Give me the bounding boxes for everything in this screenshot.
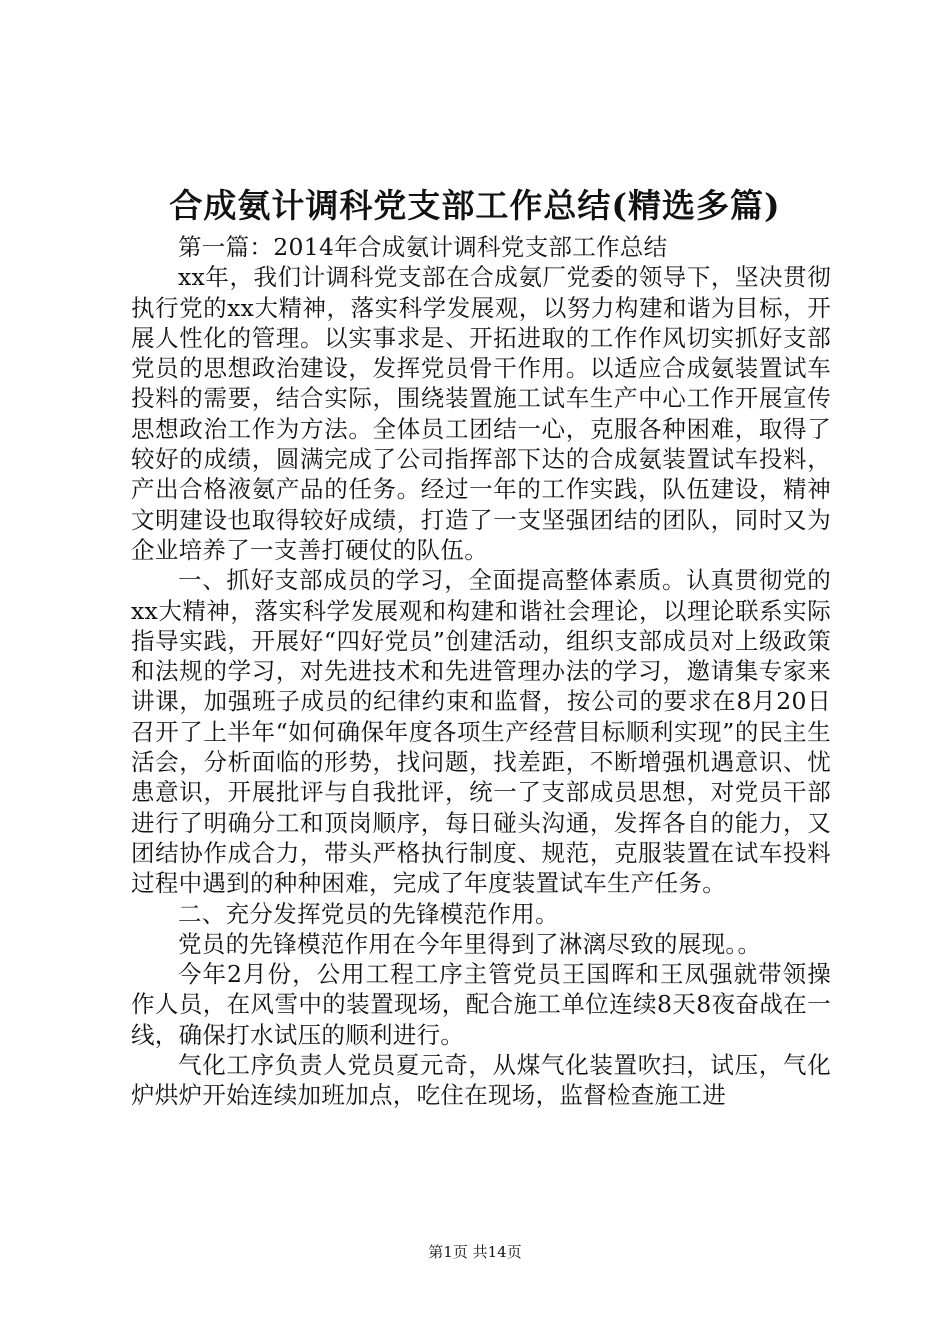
document-title: 合成氨计调科党支部工作总结(精选多篇) [169, 186, 781, 225]
paragraph: 今年2月份，公用工程工序主管党员王国晖和王凤强就带领操作人员，在风雪中的装置现场，配合施工单位连续8天8夜奋战在一线，确保打水试压的顺利进行。 [131, 960, 831, 1049]
section-heading: 第一篇：2014年合成氨计调科党支部工作总结 [178, 233, 668, 261]
paragraph: 一、抓好支部成员的学习，全面提高整体素质。认真贯彻党的xx大精神，落实科学发展观和构建和谐社会理论，以理论联系实际指导实践，开展好“四好党员”创建活动，组织支部成员对上级政策和法规的学习，对先进技术和先进管理办法的学习，邀请集专家来讲课，加强班子成员的纪律约束和监督，按公司的要求在8月20日召开了上半年“如何确保年度各项生产经营目标顺利实现”的民主生活会，分析面临的形势，找问题，找差距，不断增强机遇意识、忧患意识，开展批评与自我批评，统一了支部成员思想，对党员干部进行了明确分工和顶岗顺序，每日碰头沟通，发挥各自的能力，又团结协作成合力，带头严格执行制度、规范，克服装置在试车投料过程中遇到的种种困难，完成了年度装置试车生产任务。 [131, 566, 831, 898]
paragraph: 党员的先锋模范作用在今年里得到了淋漓尽致的展现。。 [178, 929, 762, 958]
page-footer: 第1页 共14页 [428, 1243, 522, 1261]
document-body [131, 232, 831, 1111]
paragraph: 气化工序负责人党员夏元奇，从煤气化装置吹扫，试压，气化炉烘炉开始连续加班加点，吃住在现场，监督检查施工进 [131, 1051, 831, 1110]
paragraph: xx年，我们计调科党支部在合成氨厂党委的领导下，坚决贯彻执行党的xx大精神，落实科学发展观，以努力构建和谐为目标，开展人性化的管理。以实事求是、开拓进取的工作作风切实抓好支部党员的思想政治建设，发挥党员骨干作用。以适应合成氨装置试车投料的需要，结合实际，围绕装置施工试车生产中心工作开展宣传思想政治工作为方法。全体员工团结一心，克服各种困难，取得了较好的成绩，圆满完成了公司指挥部下达的合成氨装置试车投料，产出合格液氨产品的任务。经过一年的工作实践，队伍建设，精神文明建设也取得较好成绩，打造了一支坚强团结的团队，同时又为企业培养了一支善打硬仗的队伍。 [131, 263, 831, 564]
paragraph: 二、充分发挥党员的先锋模范作用。 [178, 899, 559, 928]
